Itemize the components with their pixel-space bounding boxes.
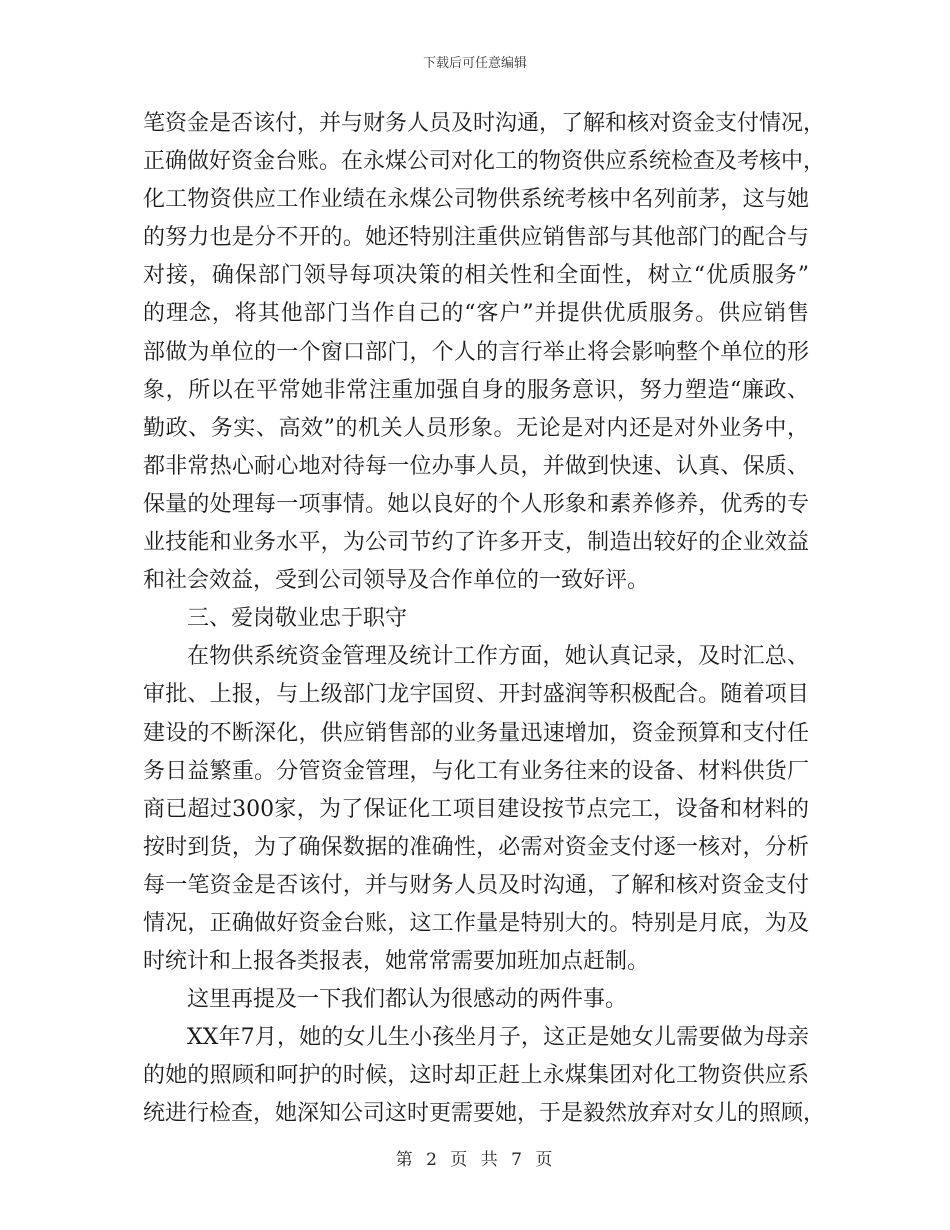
text-line: 统进行检查，她深知公司这时更需要她，于是毅然放弃对女儿的照顾， <box>143 1101 826 1127</box>
text-line: 和社会效益，受到公司领导及合作单位的一致好评。 <box>143 568 650 594</box>
text-line: 勤政、务实、高效”的机关人员形象。无论是对内还是对外业务中， <box>143 415 809 441</box>
text-line: 这里再提及一下我们都认为很感动的两件事。 <box>187 987 628 1013</box>
text-line: 化工物资供应工作业绩在永煤公司物供系统考核中名列前茅，这与她 <box>143 187 809 213</box>
text-line: 务日益繁重。分管资金管理，与化工有业务往来的设备、材料供货厂 <box>143 758 809 784</box>
text-line: 的理念，将其他部门当作自己的“客户”并提供优质服务。供应销售 <box>143 301 809 327</box>
text-line: 保量的处理每一项事情。她以良好的个人形象和素养修养，优秀的专 <box>143 491 809 517</box>
text-line: 在物供系统资金管理及统计工作方面，她认真记录，及时汇总、 <box>187 644 809 670</box>
text-line: 情况，正确做好资金台账，这工作量是特别大的。特别是月底，为及 <box>143 910 809 936</box>
text-line: 部做为单位的一个窗口部门，个人的言行举止将会影响整个单位的形 <box>143 339 809 365</box>
page-number: 第 2 页 共 7 页 <box>395 1150 555 1170</box>
text-line: XX年7月，她的女儿生小孩坐月子，这正是她女儿需要做为母亲 <box>187 1025 809 1051</box>
text-line: 笔资金是否该付，并与财务人员及时沟通，了解和核对资金支付情况， <box>143 111 826 136</box>
text-line: 业技能和业务水平，为公司节约了许多开支，制造出较好的企业效益 <box>143 530 809 556</box>
text-line: 每一笔资金是否该付，并与财务人员及时沟通，了解和核对资金支付 <box>143 872 809 898</box>
text-line: 的她的照顾和呵护的时候，这时却正赶上永煤集团对化工物资供应系 <box>143 1063 809 1089</box>
header-note: 下载后可任意编辑 <box>422 56 527 71</box>
text-line: 对接，确保部门领导每项决策的相关性和全面性，树立“优质服务” <box>143 263 809 289</box>
text-line: 的努力也是分不开的。她还特别注重供应销售部与其他部门的配合与 <box>143 225 809 251</box>
text-line: 按时到货，为了确保数据的准确性，必需对资金支付逐一核对，分析 <box>143 834 809 860</box>
text-line: 建设的不断深化，供应销售部的业务量迅速增加，资金预算和支付任 <box>143 720 809 746</box>
document-body <box>143 105 826 1134</box>
text-line: 都非常热心耐心地对待每一位办事人员，并做到快速、认真、保质、 <box>143 453 809 479</box>
text-line: 审批、上报，与上级部门龙宇国贸、开封盛润等积极配合。随着项目 <box>143 682 809 708</box>
text-line: 正确做好资金台账。在永煤公司对化工的物资供应系统检查及考核中， <box>143 149 826 175</box>
text-line: 时统计和上报各类报表，她常常需要加班加点赶制。 <box>143 949 650 975</box>
text-line: 商已超过300家，为了保证化工项目建设按节点完工，设备和材料的 <box>143 796 809 822</box>
section-heading: 三、爱岗敬业忠于职守 <box>187 606 408 632</box>
text-line: 象，所以在平常她非常注重加强自身的服务意识，努力塑造“廉政、 <box>143 377 809 403</box>
